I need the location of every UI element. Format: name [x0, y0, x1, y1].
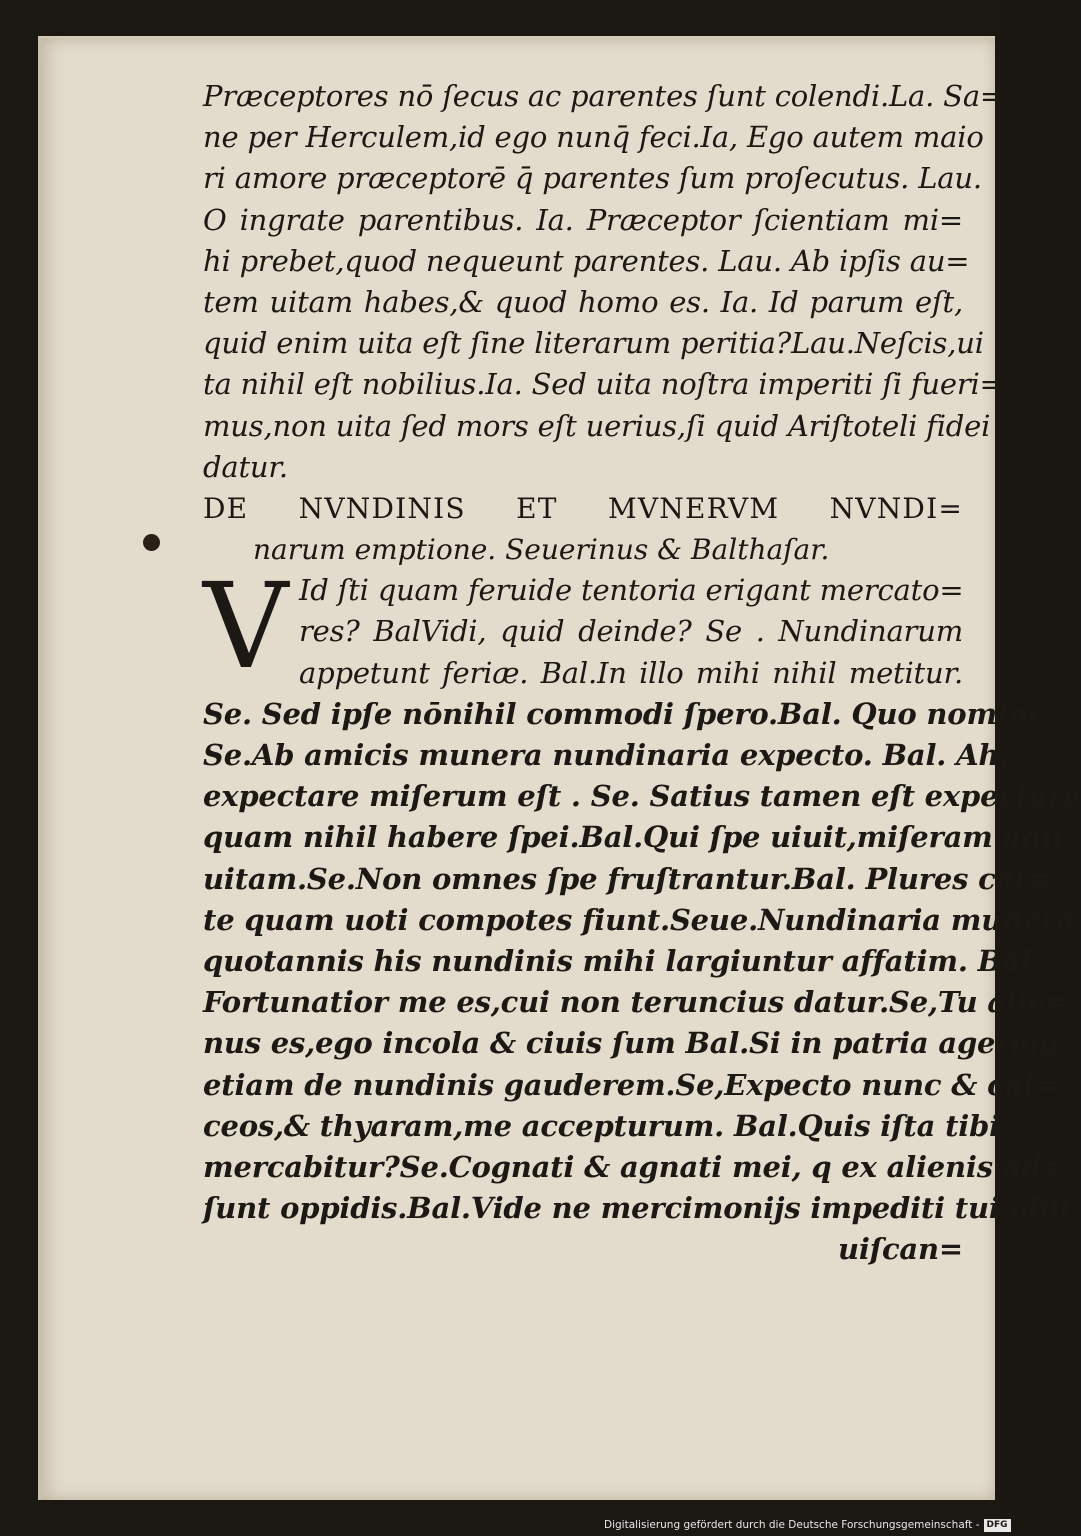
text-line: res? BalVidi, quid deinde? Se . Nundinarum — [299, 614, 963, 649]
text-line: uitam.Se.Non omnes ſpe fruſtrantur.Bal. Plures cer= — [203, 861, 1053, 896]
dialogue-section-top — [203, 76, 1005, 488]
text-line: Se.Ab amicis munera nundinaria expecto. Bal. Ah, — [203, 738, 1010, 773]
dropcap-lines — [299, 570, 963, 694]
section-subheading: narum emptione. Seuerinus & Balthaſar. — [253, 533, 830, 567]
text-line: mercabitur?Se.Cognati & agnati mei, q ex alienis ad= — [203, 1149, 1066, 1184]
credit-text: Digitalisierung gefördert durch die Deutsche Forschungsgemeinschaft - — [604, 1519, 980, 1531]
digitization-credit — [604, 1516, 1011, 1534]
text-line: quam nihil habere ſpei.Bal.Qui ſpe uiuit,miſeram agit — [203, 820, 1066, 855]
text-line: tem uitam habes,& quod homo es. Ia. Id parum eſt, — [203, 284, 963, 319]
book-page — [38, 36, 1081, 1500]
text-line: ta nihil eſt nobilius.Ia. Sed uita noſtra imperiti ſi fueri= — [203, 367, 1004, 402]
dialogue-section-bottom — [203, 694, 1081, 1271]
text-line: ne per Herculem,id ego nunq̄ feci.Ia, Ego autem maio — [203, 120, 984, 155]
text-line: te quam uoti compotes fiunt.Seue.Nundinaria munera — [203, 902, 1075, 937]
text-line: nus es,ego incola & ciuis ſum Bal.Si in patria agerem — [203, 1026, 1060, 1061]
text-line: ri amore præceptorē q̄ parentes ſum proſecutus. Lau. — [203, 161, 982, 196]
text-line: etiam de nundinis gauderem.Se,Expecto nunc & cal= — [203, 1067, 1059, 1102]
text-line: Se. Sed ipſe nōnihil commodi ſpero.Bal. Quo nomine. — [203, 696, 1057, 731]
dropcap-letter: V — [203, 557, 289, 696]
text-line: Fortunatior me es,cui non teruncius datur.Se,Tu alie= — [203, 985, 1070, 1020]
text-line: ceos,& thyaram,me accepturum. Bal.Quis iſta tibi — [203, 1108, 1000, 1143]
text-line: datur. — [203, 449, 288, 484]
text-line: ſunt oppidis.Bal.Vide ne mercimonijs impediti tui obli — [203, 1191, 1071, 1226]
text-line: appetunt feriæ. Bal.In illo mihi nihil metitur. — [299, 655, 963, 690]
text-line: hi prebet,quod nequeunt parentes. Lau. Ab ipſis au= — [203, 243, 970, 278]
section-heading: DE NVNDINIS ET MVNERVM NVNDI= — [203, 491, 963, 525]
text-line: mus,non uita ſed mors eſt uerius,ſi quid Ariſtoteli fidei — [203, 408, 991, 443]
text-line: Id ſti quam feruide tentoria erigant mercato= — [299, 573, 964, 608]
text-line: quid enim uita eſt ſine literarum peritia?Lau.Neſcis,ui — [203, 326, 984, 361]
text-line: expectare miſerum eſt . Se. Satius tamen eſt expectare — [203, 779, 1081, 814]
text-line: quotannis his nundinis mihi largiuntur affatim. Bal. — [203, 943, 1042, 978]
text-block — [203, 76, 1081, 1270]
catchword: uiſcan= — [837, 1232, 963, 1267]
dropcap-paragraph — [203, 557, 964, 696]
ink-blot-mark — [143, 534, 160, 551]
text-line: O ingrate parentibus. Ia. Præceptor ſcientiam mi= — [203, 202, 963, 237]
text-line: Præceptores nō ſecus ac parentes ſunt colendi.La. Sa= — [203, 79, 1005, 113]
dfg-logo-icon: DFG — [984, 1519, 1011, 1532]
